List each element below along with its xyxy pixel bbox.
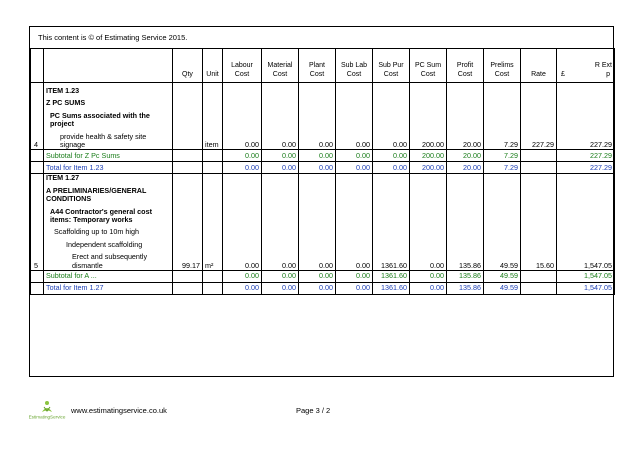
cell-rext: 1,547.05: [557, 283, 615, 295]
cell-material: 0.00: [262, 174, 299, 271]
cell-profit: 135.86: [447, 174, 484, 271]
cell-rext: 227.29: [557, 83, 615, 150]
cell-rext: 1,547.05: [557, 271, 615, 283]
cell-unit: m²: [203, 174, 223, 271]
cell-qty: [173, 83, 203, 150]
cell-material: 0.00: [262, 271, 299, 283]
item-number: 5: [31, 174, 44, 271]
cell-qty: 99.17: [173, 174, 203, 271]
cell-profit: 135.86: [447, 271, 484, 283]
cell-rate: 227.29: [521, 83, 557, 150]
cell-profit: 135.86: [447, 283, 484, 295]
cell-profit: 20.00: [447, 162, 484, 174]
cell-plant: 0.00: [299, 283, 336, 295]
cell-subpur: 1361.60: [373, 174, 410, 271]
cell-sublab: 0.00: [336, 83, 373, 150]
table-row: [31, 174, 615, 271]
svg-text:EstimatingService: EstimatingService: [28, 414, 66, 420]
header-rate: Rate: [521, 49, 557, 83]
cell-prelims: 7.29: [484, 162, 521, 174]
item-number: 4: [31, 83, 44, 150]
cell-labour: 0.00: [223, 283, 262, 295]
cell-sublab: 0.00: [336, 174, 373, 271]
footer-page-number: Page 3 / 2: [296, 406, 331, 415]
cell-profit: 20.00: [447, 150, 484, 162]
cell-plant: 0.00: [299, 150, 336, 162]
cell-prelims: 49.59: [484, 174, 521, 271]
cell-pcsum: 200.00: [410, 150, 447, 162]
cell-rext: 227.29: [557, 150, 615, 162]
subtotal-label: Subtotal for A ...: [44, 271, 173, 283]
subtotal-label: Subtotal for Z Pc Sums: [44, 150, 173, 162]
cell-prelims: 7.29: [484, 83, 521, 150]
header-pcsum: PC Sum Cost: [410, 49, 447, 83]
total-label: Total for Item 1.23: [44, 162, 173, 174]
cell-sublab: 0.00: [336, 271, 373, 283]
total-row: [31, 283, 615, 295]
cell-labour: 0.00: [223, 271, 262, 283]
cell-material: 0.00: [262, 83, 299, 150]
header-subpur: Sub Pur Cost: [373, 49, 410, 83]
cell-unit: item: [203, 83, 223, 150]
cell-subpur: 0.00: [373, 162, 410, 174]
cell-pcsum: 0.00: [410, 174, 447, 271]
cell-pcsum: 0.00: [410, 283, 447, 295]
cell-prelims: 7.29: [484, 150, 521, 162]
subtotal-row: [31, 271, 615, 283]
report-page: [29, 26, 614, 377]
header-material: Material Cost: [262, 49, 299, 83]
cell-plant: 0.00: [299, 162, 336, 174]
cell-pcsum: 200.00: [410, 83, 447, 150]
cell-profit: 20.00: [447, 83, 484, 150]
cell-plant: 0.00: [299, 174, 336, 271]
footer-url[interactable]: www.estimatingservice.co.uk: [71, 406, 167, 415]
cell-subpur: 0.00: [373, 150, 410, 162]
subtotal-row: [31, 150, 615, 162]
cell-plant: 0.00: [299, 83, 336, 150]
cell-rate: 15.60: [521, 174, 557, 271]
header-description: [44, 49, 173, 83]
header-plant: Plant Cost: [299, 49, 336, 83]
cell-subpur: 1361.60: [373, 283, 410, 295]
cell-prelims: 49.59: [484, 271, 521, 283]
cell-pcsum: 0.00: [410, 271, 447, 283]
cell-material: 0.00: [262, 150, 299, 162]
cell-rext: 1,547.05: [557, 174, 615, 271]
cell-plant: 0.00: [299, 271, 336, 283]
cell-subpur: 0.00: [373, 83, 410, 150]
cell-labour: 0.00: [223, 162, 262, 174]
cell-material: 0.00: [262, 162, 299, 174]
cell-subpur: 1361.60: [373, 271, 410, 283]
header-row: [31, 49, 615, 83]
header-no: [31, 49, 44, 83]
cell-sublab: 0.00: [336, 162, 373, 174]
cell-material: 0.00: [262, 283, 299, 295]
header-labour: Labour Cost: [223, 49, 262, 83]
cell-pcsum: 200.00: [410, 162, 447, 174]
cell-sublab: 0.00: [336, 283, 373, 295]
header-unit: Unit: [203, 49, 223, 83]
cell-labour: 0.00: [223, 174, 262, 271]
cell-labour: 0.00: [223, 83, 262, 150]
header-sublab: Sub Lab Cost: [336, 49, 373, 83]
cell-rext: 227.29: [557, 162, 615, 174]
header-prelims: Prelims Cost: [484, 49, 521, 83]
item-description: ITEM 1.23 Z PC SUMS PC Sums associated with the project provide health & safety site signage: [44, 83, 173, 150]
header-rext: R Ext £ p: [557, 49, 615, 83]
header-qty: Qty: [173, 49, 203, 83]
cell-sublab: 0.00: [336, 150, 373, 162]
total-label: Total for Item 1.27: [44, 283, 173, 295]
cell-labour: 0.00: [223, 150, 262, 162]
total-row: [31, 162, 615, 174]
header-profit: Profit Cost: [447, 49, 484, 83]
copyright-notice: This content is © of Estimating Service 2015.: [38, 33, 188, 42]
estimate-table: [30, 48, 615, 295]
leaf-person-logo-icon: [28, 400, 66, 420]
cell-prelims: 49.59: [484, 283, 521, 295]
item-description: ITEM 1.27 A PRELIMINARIES/GENERAL CONDITIONS A44 Contractor's general cost items: Temporary works Scaffolding up to 10m high Independent scaffolding Erect and subsequently dismantle: [44, 174, 173, 271]
table-row: [31, 83, 615, 150]
